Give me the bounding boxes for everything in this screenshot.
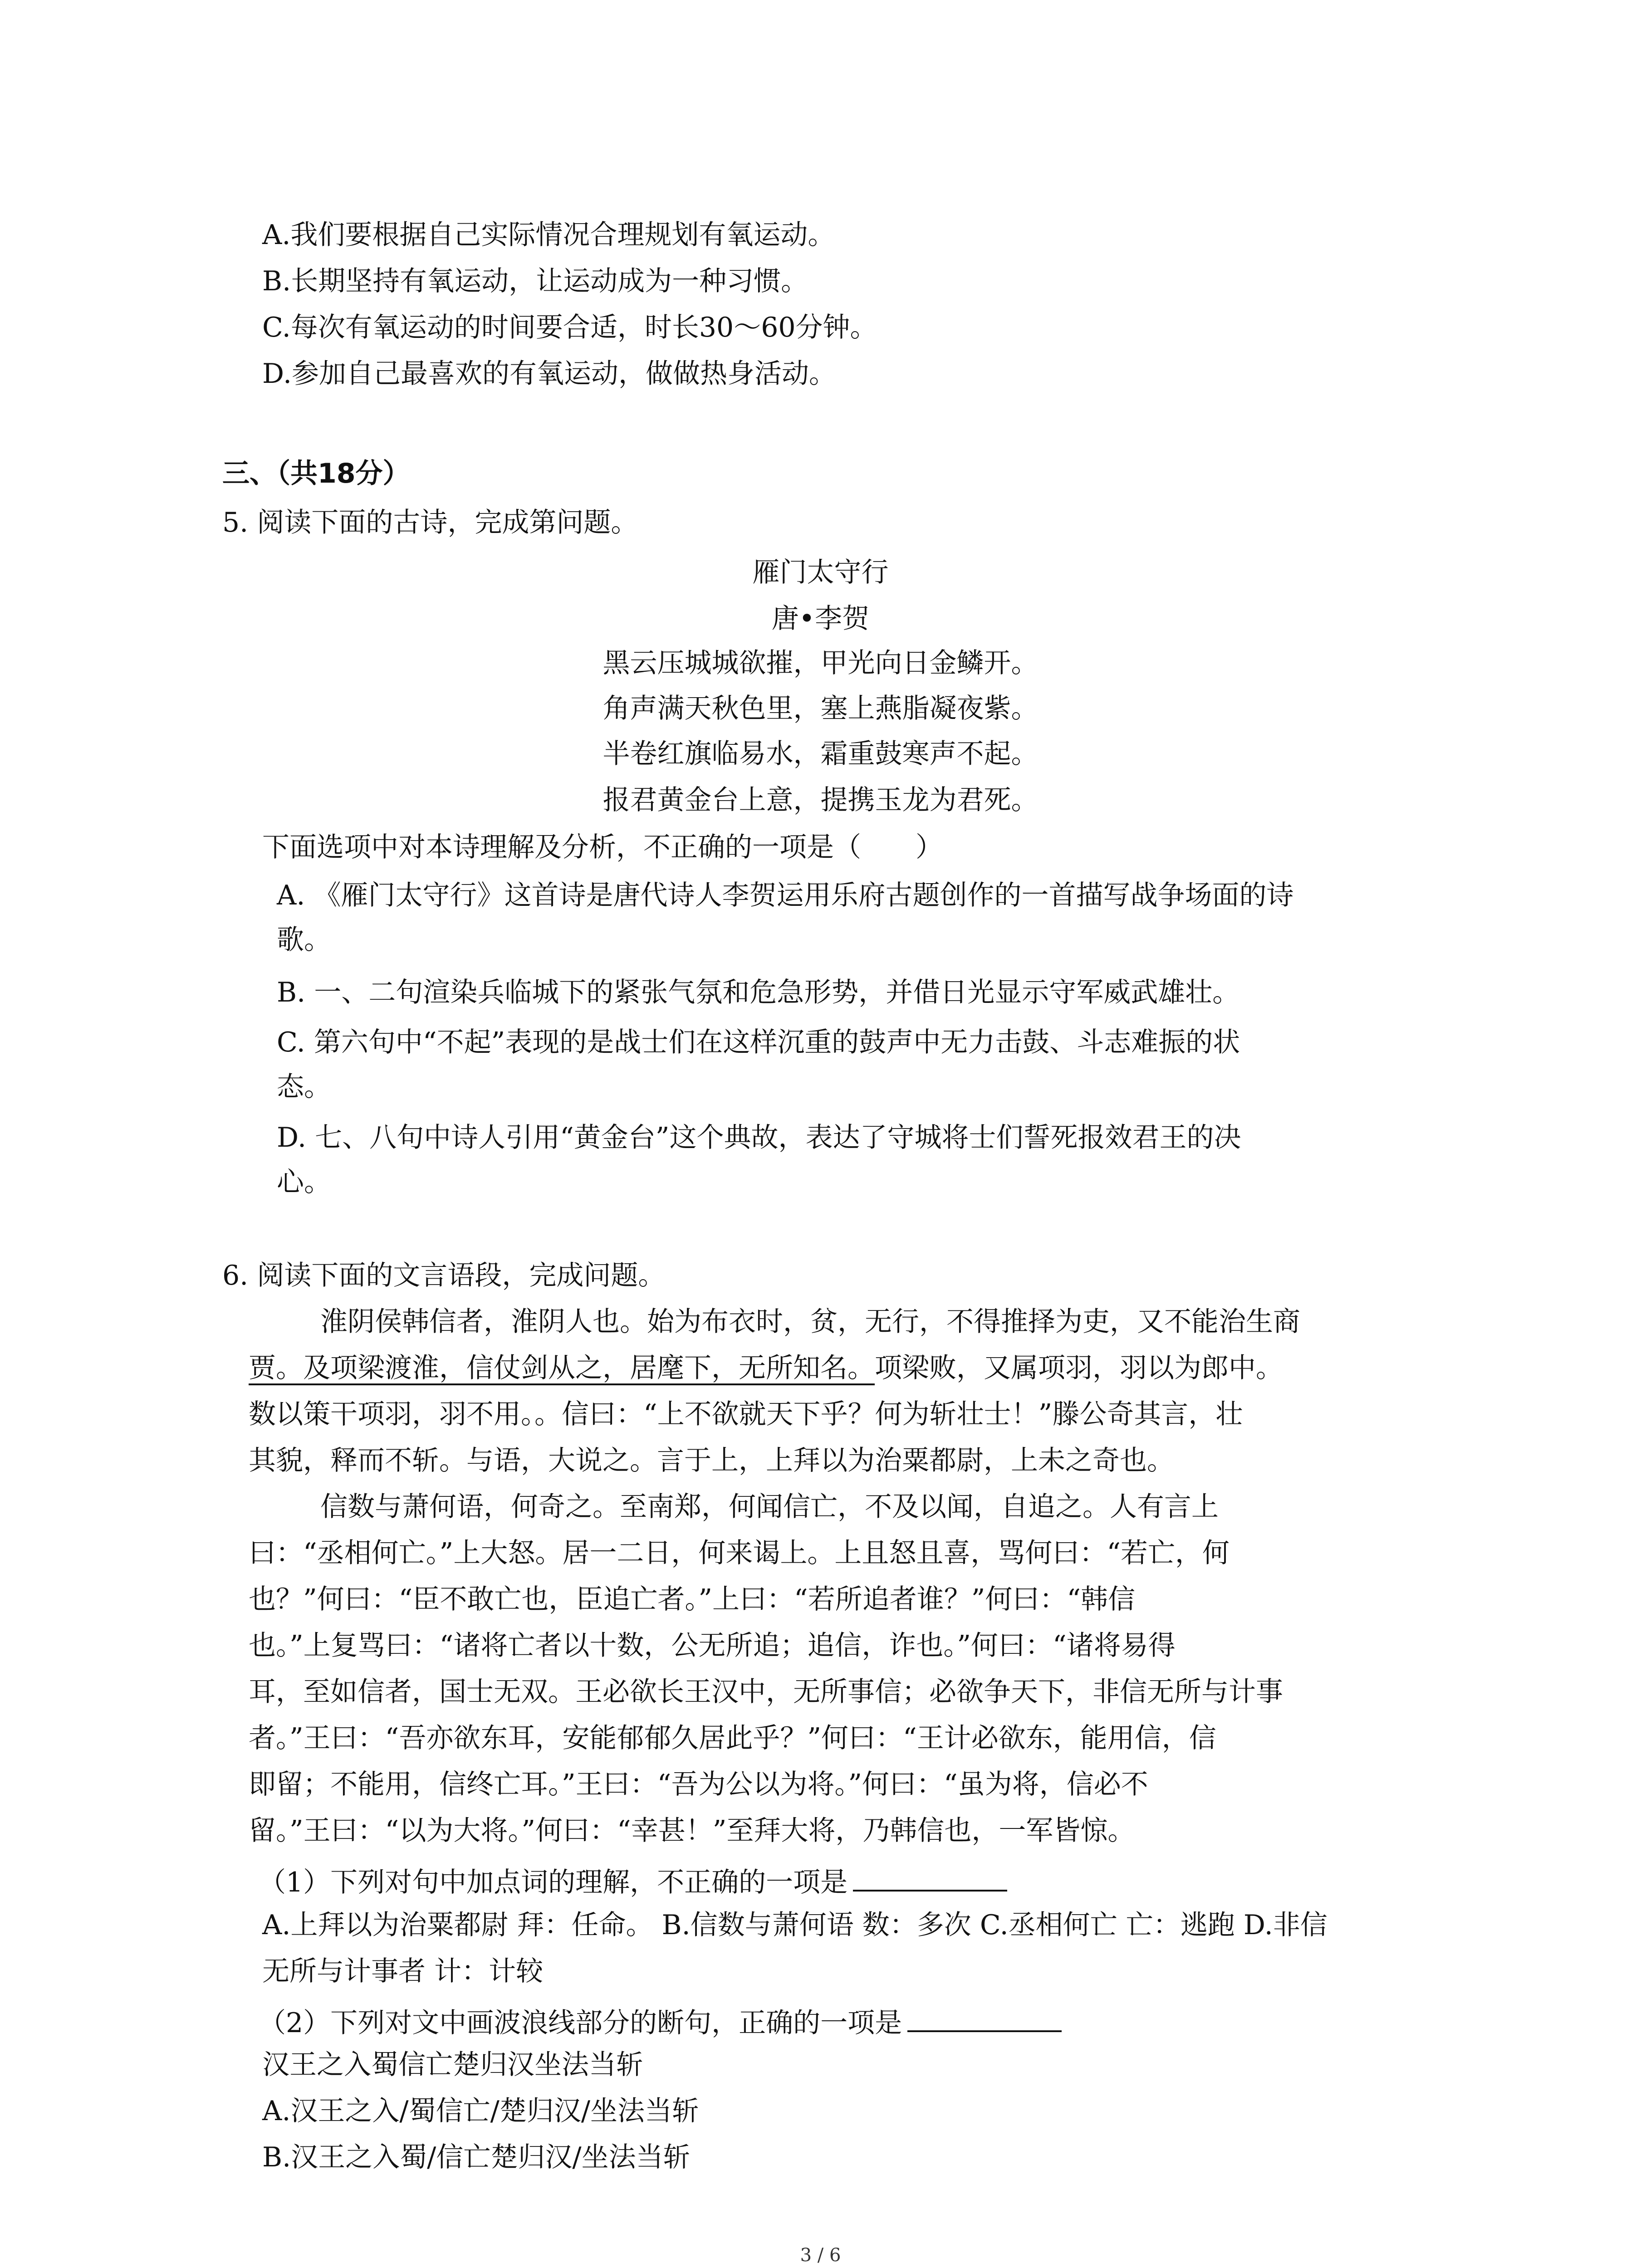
answer-blank[interactable]	[907, 2005, 1062, 2032]
section2-option-a: A.我们要根据自己实际情况合理规划有氧运动。	[262, 219, 835, 251]
section3-heading: 三、（共18分）	[222, 458, 410, 489]
poem-line: 黑云压城城欲摧，甲光向日金鳞开。	[603, 647, 1038, 679]
sub1-question-text: （1）下列对句中加点词的理解，不正确的一项是	[259, 1867, 848, 1898]
poem-line: 半卷红旗临易水，霜重鼓寒声不起。	[603, 738, 1038, 770]
section2-option-c: C.每次有氧运动的时间要合适，时长30～60分钟。	[262, 312, 877, 343]
sub2-option-b: B.汉王之入蜀/信亡楚归汉/坐法当斩	[262, 2141, 691, 2173]
poem-author: 唐•李贺	[771, 603, 870, 635]
passage-line: 留。”王曰：“以为大将。”何曰：“幸甚！”至拜大将，乃韩信也，一军皆惊。	[249, 1815, 1135, 1847]
sub1-question	[259, 1864, 1007, 1896]
q5-option-line: A. 《雁门太守行》这首诗是唐代诗人李贺运用乐府古题创作的一首描写战争场面的诗	[277, 880, 1294, 911]
q5-question: 下面选项中对本诗理解及分析，不正确的一项是（ ）	[262, 831, 943, 863]
q5-prompt: 5. 阅读下面的古诗，完成第问题。	[222, 507, 638, 538]
q6-prompt: 6. 阅读下面的文言语段，完成问题。	[222, 1260, 666, 1291]
sub2-question	[259, 2005, 1062, 2037]
passage-line: 也？”何曰：“臣不敢亡也，臣追亡者。”上曰：“若所追者谁？”何曰：“韩信	[249, 1584, 1136, 1615]
poem-line: 角声满天秋色里，塞上燕脂凝夜紫。	[603, 693, 1038, 724]
section2-option-b: B.长期坚持有氧运动，让运动成为一种习惯。	[262, 265, 808, 297]
q5-option-line: D. 七、八句中诗人引用“黄金台”这个典故，表达了守城将士们誓死报效君王的决	[277, 1122, 1241, 1154]
passage-line	[249, 1354, 1283, 1382]
poem-title: 雁门太守行	[752, 557, 889, 588]
sub2-sentence: 汉王之入蜀信亡楚归汉坐法当斩	[262, 2049, 643, 2081]
passage-line: 耳，至如信者，国士无双。王必欲长王汉中，无所事信；必欲争天下，非信无所与计事	[249, 1676, 1283, 1708]
q5-option-line: B. 一、二句渲染兵临城下的紧张气氛和危急形势，并借日光显示守军威武雄壮。	[277, 977, 1240, 1008]
section2-option-d: D.参加自己最喜欢的有氧运动，做做热身活动。	[262, 358, 837, 390]
passage-line: 曰：“丞相何亡。”上大怒。居一二日，何来谒上。上且怒且喜，骂何曰：“若亡，何	[249, 1537, 1230, 1569]
passage-line: 淮阴侯韩信者，淮阴人也。始为布衣时，贫，无行，不得推择为吏，又不能治生商	[320, 1306, 1300, 1338]
passage-text: 项梁败，又属项羽，羽以为郎中。	[875, 1352, 1283, 1384]
passage-line: 信数与萧何语，何奇之。至南郑，何闻信亡，不及以闻，自追之。人有言上	[320, 1491, 1219, 1523]
sub1-options-line: 无所与计事者 计：计较	[262, 1955, 544, 1987]
page-number: 3 / 6	[800, 2245, 841, 2266]
poem-line: 报君黄金台上意，提携玉龙为君死。	[603, 784, 1038, 816]
q5-option-line: C. 第六句中“不起”表现的是战士们在这样沉重的鼓声中无力击鼓、斗志难振的状	[277, 1026, 1240, 1058]
sub2-question-text: （2）下列对文中画波浪线部分的断句，正确的一项是	[259, 2007, 902, 2039]
answer-blank[interactable]	[853, 1864, 1007, 1892]
sub1-options-line: A.上拜以为治粟都尉 拜：任命。 B.信数与萧何语 数：多次 C.丞相何亡 亡：逃跑 D.非信	[262, 1909, 1327, 1941]
passage-line: 其貌，释而不斩。与语，大说之。言于上，上拜以为治粟都尉，上未之奇也。	[249, 1445, 1174, 1476]
q5-option-line: 歌。	[277, 924, 331, 956]
wavy-underlined-passage: 贾。及项梁渡淮，信仗剑从之，居麾下，无所知名。	[249, 1352, 875, 1384]
q5-option-line: 心。	[277, 1166, 331, 1198]
passage-line: 数以策干项羽，羽不用。。信曰：“上不欲就天下乎？何为斩壮士！”滕公奇其言，壮	[249, 1398, 1243, 1430]
passage-line: 也。”上复骂曰：“诸将亡者以十数，公无所追；追信，诈也。”何曰：“诸将易得	[249, 1630, 1176, 1662]
passage-line: 即留；不能用，信终亡耳。”王曰：“吾为公以为将。”何曰：“虽为将，信必不	[249, 1769, 1148, 1800]
passage-line: 者。”王曰：“吾亦欲东耳，安能郁郁久居此乎？”何曰：“王计必欲东，能用信，信	[249, 1722, 1216, 1754]
q5-option-line: 态。	[277, 1071, 331, 1103]
sub2-option-a: A.汉王之入/蜀信亡/楚归汉/坐法当斩	[262, 2095, 700, 2127]
